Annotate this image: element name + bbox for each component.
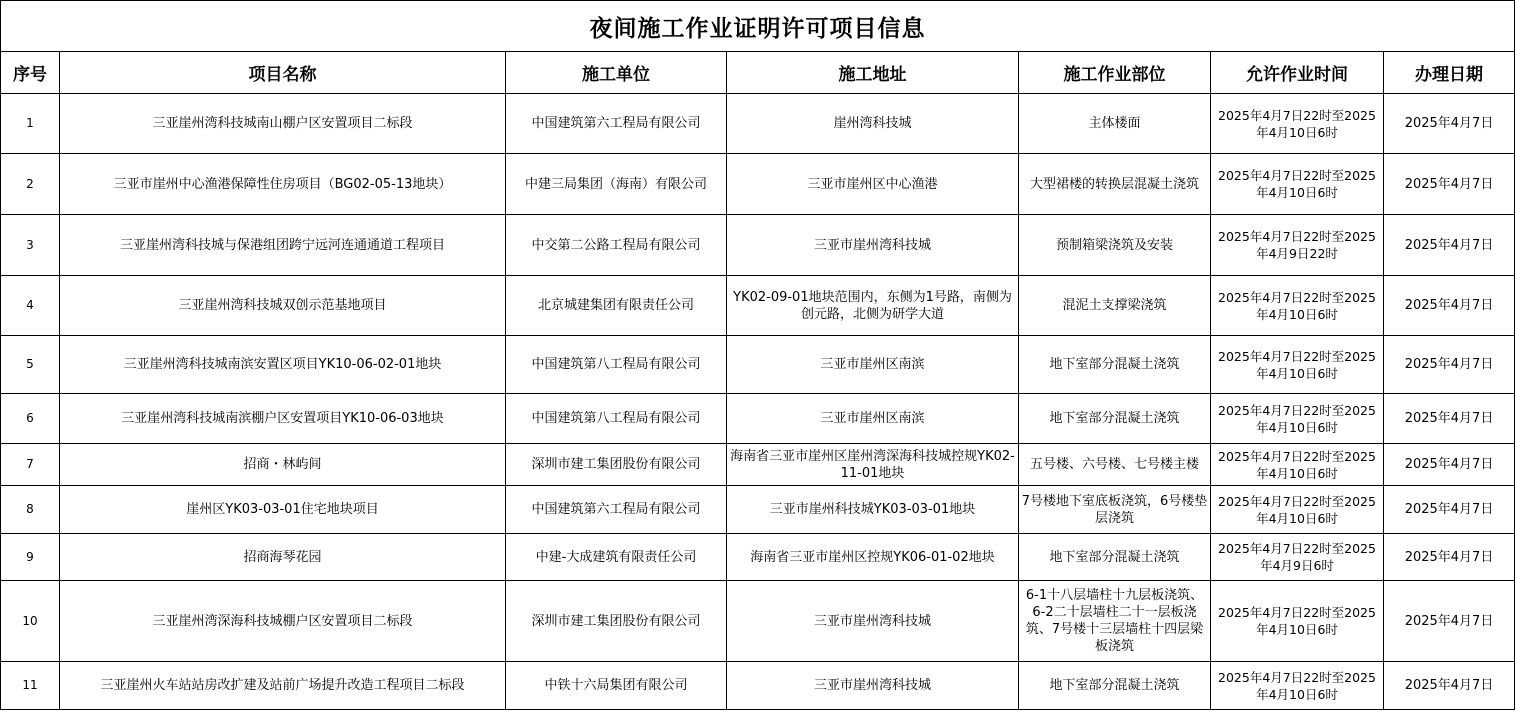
header-allowed-time[interactable]: 允许作业时间 — [1211, 52, 1384, 94]
cell-no[interactable]: 10 — [1, 581, 60, 662]
cell-project-name[interactable]: 三亚崖州火车站站房改扩建及站前广场提升改造工程项目二标段 — [60, 662, 506, 710]
cell-allowed-time[interactable]: 2025年4月7日22时至2025年4月10日6时 — [1211, 94, 1384, 154]
cell-date[interactable]: 2025年4月7日 — [1384, 336, 1515, 394]
table-row — [1, 581, 1515, 662]
cell-construction-unit[interactable]: 深圳市建工集团股份有限公司 — [506, 444, 727, 486]
filter-row — [1, 51, 1515, 52]
cell-address[interactable]: 三亚市崖州湾科技城 — [727, 215, 1019, 276]
table-row — [1, 486, 1515, 534]
cell-no[interactable]: 5 — [1, 336, 60, 394]
cell-date[interactable]: 2025年4月7日 — [1384, 534, 1515, 581]
cell-construction-unit[interactable]: 中铁十六局集团有限公司 — [506, 662, 727, 710]
header-construction-unit[interactable]: 施工单位 — [506, 52, 727, 94]
cell-construction-unit[interactable]: 中建三局集团（海南）有限公司 — [506, 154, 727, 215]
cell-project-name[interactable]: 招商海琴花园 — [60, 534, 506, 581]
cell-no[interactable]: 11 — [1, 662, 60, 710]
cell-work-part[interactable]: 地下室部分混凝土浇筑 — [1019, 336, 1211, 394]
header-work-part[interactable]: 施工作业部位 — [1019, 52, 1211, 94]
cell-project-name[interactable]: 三亚崖州湾科技城与保港组团跨宁远河连通通道工程项目 — [60, 215, 506, 276]
header-date[interactable]: 办理日期 — [1384, 52, 1515, 94]
table-row — [1, 444, 1515, 486]
cell-date[interactable]: 2025年4月7日 — [1384, 581, 1515, 662]
filter-cell — [1, 51, 60, 52]
cell-construction-unit[interactable]: 深圳市建工集团股份有限公司 — [506, 581, 727, 662]
table-row — [1, 662, 1515, 710]
cell-project-name[interactable]: 三亚崖州湾科技城南滨安置区项目YK10-06-02-01地块 — [60, 336, 506, 394]
cell-no[interactable]: 6 — [1, 394, 60, 444]
cell-address[interactable]: YK02-09-01地块范围内，东侧为1号路，南侧为创元路，北侧为研学大道 — [727, 276, 1019, 336]
filter-cell — [1019, 51, 1211, 52]
table-row — [1, 154, 1515, 215]
table-row — [1, 534, 1515, 581]
cell-work-part[interactable]: 主体楼面 — [1019, 94, 1211, 154]
header-no[interactable]: 序号 — [1, 52, 60, 94]
cell-construction-unit[interactable]: 中国建筑第六工程局有限公司 — [506, 94, 727, 154]
cell-no[interactable]: 1 — [1, 94, 60, 154]
cell-project-name[interactable]: 三亚崖州湾深海科技城棚户区安置项目二标段 — [60, 581, 506, 662]
table-row — [1, 94, 1515, 154]
header-address[interactable]: 施工地址 — [727, 52, 1019, 94]
cell-project-name[interactable]: 三亚崖州湾科技城南滨棚户区安置项目YK10-06-03地块 — [60, 394, 506, 444]
table-row — [1, 276, 1515, 336]
cell-date[interactable]: 2025年4月7日 — [1384, 276, 1515, 336]
filter-cell — [727, 51, 1019, 52]
cell-address[interactable]: 海南省三亚市崖州区崖州湾深海科技城控规YK02-11-01地块 — [727, 444, 1019, 486]
cell-allowed-time[interactable]: 2025年4月7日22时至2025年4月10日6时 — [1211, 662, 1384, 710]
cell-construction-unit[interactable]: 北京城建集团有限责任公司 — [506, 276, 727, 336]
cell-no[interactable]: 4 — [1, 276, 60, 336]
cell-allowed-time[interactable]: 2025年4月7日22时至2025年4月10日6时 — [1211, 581, 1384, 662]
cell-allowed-time[interactable]: 2025年4月7日22时至2025年4月10日6时 — [1211, 444, 1384, 486]
cell-allowed-time[interactable]: 2025年4月7日22时至2025年4月9日6时 — [1211, 534, 1384, 581]
cell-allowed-time[interactable]: 2025年4月7日22时至2025年4月10日6时 — [1211, 336, 1384, 394]
cell-construction-unit[interactable]: 中国建筑第八工程局有限公司 — [506, 336, 727, 394]
cell-project-name[interactable]: 崖州区YK03-03-01住宅地块项目 — [60, 486, 506, 534]
filter-cell — [1211, 51, 1384, 52]
header-row — [1, 52, 1515, 94]
cell-date[interactable]: 2025年4月7日 — [1384, 94, 1515, 154]
cell-address[interactable]: 三亚市崖州区南滨 — [727, 394, 1019, 444]
cell-date[interactable]: 2025年4月7日 — [1384, 662, 1515, 710]
table-row — [1, 394, 1515, 444]
header-project-name[interactable]: 项目名称 — [60, 52, 506, 94]
cell-construction-unit[interactable]: 中国建筑第六工程局有限公司 — [506, 486, 727, 534]
cell-no[interactable]: 9 — [1, 534, 60, 581]
cell-project-name[interactable]: 三亚市崖州中心渔港保障性住房项目（BG02-05-13地块） — [60, 154, 506, 215]
cell-work-part[interactable]: 预制箱梁浇筑及安装 — [1019, 215, 1211, 276]
cell-address[interactable]: 崖州湾科技城 — [727, 94, 1019, 154]
table-row — [1, 215, 1515, 276]
title-cell — [1, 1, 1515, 52]
filter-cell — [60, 51, 506, 52]
table-row — [1, 336, 1515, 394]
cell-construction-unit[interactable]: 中建-大成建筑有限责任公司 — [506, 534, 727, 581]
cell-construction-unit[interactable]: 中交第二公路工程局有限公司 — [506, 215, 727, 276]
cell-allowed-time[interactable]: 2025年4月7日22时至2025年4月10日6时 — [1211, 154, 1384, 215]
cell-address[interactable]: 海南省三亚市崖州区控规YK06-01-02地块 — [727, 534, 1019, 581]
cell-work-part[interactable]: 地下室部分混凝土浇筑 — [1019, 394, 1211, 444]
cell-address[interactable]: 三亚市崖州区中心渔港 — [727, 154, 1019, 215]
cell-allowed-time[interactable]: 2025年4月7日22时至2025年4月10日6时 — [1211, 394, 1384, 444]
cell-address[interactable]: 三亚市崖州科技城YK03-03-01地块 — [727, 486, 1019, 534]
cell-work-part[interactable]: 7号楼地下室底板浇筑，6号楼垫层浇筑 — [1019, 486, 1211, 534]
cell-date[interactable]: 2025年4月7日 — [1384, 444, 1515, 486]
cell-allowed-time[interactable]: 2025年4月7日22时至2025年4月9日22时 — [1211, 215, 1384, 276]
cell-no[interactable]: 2 — [1, 154, 60, 215]
cell-date[interactable]: 2025年4月7日 — [1384, 215, 1515, 276]
cell-work-part[interactable]: 混泥土支撑梁浇筑 — [1019, 276, 1211, 336]
cell-no[interactable]: 7 — [1, 444, 60, 486]
cell-work-part[interactable]: 五号楼、六号楼、七号楼主楼 — [1019, 444, 1211, 486]
filter-cell — [506, 51, 727, 52]
cell-work-part[interactable]: 大型裙楼的转换层混凝土浇筑 — [1019, 154, 1211, 215]
cell-no[interactable]: 3 — [1, 215, 60, 276]
cell-address[interactable]: 三亚市崖州区南滨 — [727, 336, 1019, 394]
cell-allowed-time[interactable]: 2025年4月7日22时至2025年4月10日6时 — [1211, 486, 1384, 534]
page-title: 夜间施工作业证明许可项目信息 — [589, 14, 926, 42]
cell-no[interactable]: 8 — [1, 486, 60, 534]
cell-date[interactable]: 2025年4月7日 — [1384, 154, 1515, 215]
cell-work-part[interactable]: 地下室部分混凝土浇筑 — [1019, 534, 1211, 581]
cell-work-part[interactable]: 6-1十八层墙柱十九层板浇筑、6-2二十层墙柱二十一层板浇筑、7号楼十三层墙柱十四层梁板浇筑 — [1019, 581, 1211, 662]
cell-project-name[interactable]: 三亚崖州湾科技城双创示范基地项目 — [60, 276, 506, 336]
table-body — [1, 94, 1515, 710]
cell-project-name[interactable]: 招商・林屿间 — [60, 444, 506, 486]
cell-work-part[interactable]: 地下室部分混凝土浇筑 — [1019, 662, 1211, 710]
cell-address[interactable]: 三亚市崖州湾科技城 — [727, 662, 1019, 710]
filter-cell — [1384, 51, 1515, 52]
cell-date[interactable]: 2025年4月7日 — [1384, 394, 1515, 444]
cell-allowed-time[interactable]: 2025年4月7日22时至2025年4月10日6时 — [1211, 276, 1384, 336]
cell-project-name[interactable]: 三亚崖州湾科技城南山棚户区安置项目二标段 — [60, 94, 506, 154]
cell-date[interactable]: 2025年4月7日 — [1384, 486, 1515, 534]
cell-construction-unit[interactable]: 中国建筑第八工程局有限公司 — [506, 394, 727, 444]
cell-address[interactable]: 三亚市崖州湾科技城 — [727, 581, 1019, 662]
